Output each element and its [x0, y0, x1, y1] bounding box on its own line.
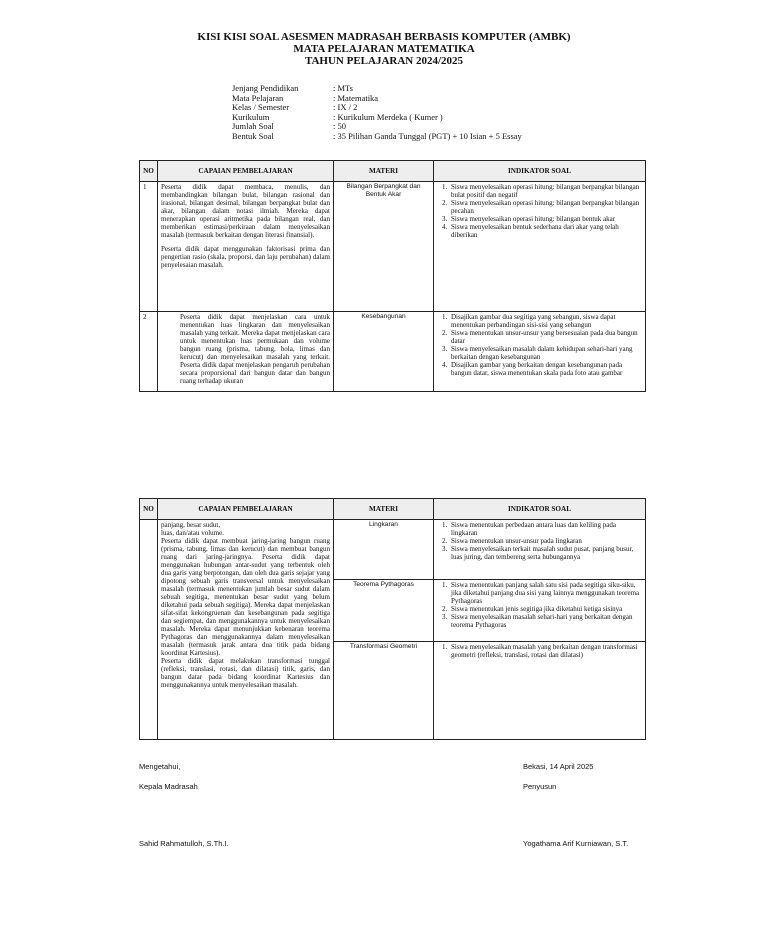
indikator-item: 1. Siswa menyelesaikan masalah yang berkaitan dengan transformasi geometri (refleksi, translasi, rotasi dan dilatasi): [449, 643, 642, 659]
table-row: [140, 182, 646, 312]
doc-title-line2: MATA PELAJARAN MATEMATIKA: [293, 43, 475, 55]
indikator-list: [437, 643, 642, 659]
indikator-item: 3. Siswa menyelesaikan terkait masalah sudut pusat, panjang busur, luas juring, dan tembereng serta hubungannya: [449, 545, 642, 561]
meta-row: [232, 132, 522, 142]
indikator-item: 2. Siswa menentukan unsur-unsur pada lingkaran: [449, 537, 642, 545]
indikator-item: 3. Siswa menyelesaikan masalah sehari-hari yang berkaitan dengan teorema Pythagoras: [449, 613, 642, 629]
header-no: NO: [140, 499, 158, 520]
indikator-item: 1. Siswa menentukan perbedaan antara luas dan keliling pada lingkaran: [449, 521, 642, 537]
capaian-cell: [158, 182, 334, 312]
materi-cell: Kesebangunan: [334, 312, 434, 392]
indikator-cell: [434, 520, 646, 580]
materi-cell: Transformasi Geometri: [334, 642, 434, 740]
meta-value: : 35 Pilihan Ganda Tunggal (PGT) + 10 Isian + 5 Essay: [333, 130, 522, 141]
signature-kepala-madrasah: Kepala Madrasah: [139, 782, 198, 791]
signature-left-name: Sahid Rahmatulloh, S.Th.I.: [139, 839, 229, 848]
doc-title-line1: KISI KISI SOAL ASESMEN MADRASAH BERBASIS KOMPUTER (AMBK): [197, 31, 571, 43]
header-materi: MATERI: [334, 161, 434, 182]
doc-title-line3: TAHUN PELAJARAN 2024/2025: [304, 55, 464, 67]
indikator-cell: [434, 312, 646, 392]
indikator-cell: [434, 642, 646, 740]
header-materi: MATERI: [334, 499, 434, 520]
row-number: 1: [140, 182, 158, 312]
table-row: [140, 312, 646, 392]
kisi-kisi-table-page2: [139, 498, 646, 740]
meta-value: : IX / 2: [333, 102, 358, 113]
indikator-item: 2. Siswa menentukan jenis segitiga jika diketahui ketiga sisinya: [449, 605, 642, 613]
header-no: NO: [140, 161, 158, 182]
indikator-cell: [434, 182, 646, 312]
capaian-cell: panjang, besar sudut, luas, dan/atau volume. Peserta didik dapat membuat jaring-jaring bangun ruang (prisma, tabung, limas dan kerucut) dan membuat bangun ruang dari jaring-jaringnya. Peserta didik dapat menggunakan hubungan antar-sudut yang terbentuk oleh dua garis yang berpotongan, dan oleh dua garis sejajar yang dipotong sebuah garis transversal untuk menyelesaikan masalah (termasuk menentukan jumlah besar sudut dalam sebuah segitiga, menentukan besar sudut yang belum diketahui pada sebuah segitiga). Mereka dapat menjelaskan sifat-sifat kekongruenan dan kesebangunan pada segitiga dan segiempat, dan menggunakannya untuk menyelesaikan masalah. Mereka dapat menunjukkan kebenaran teorema Pythagoras dan menggunakannya dalam menyelesaikan masalah (termasuk jarak antara dua titik pada bidang koordinat Kartesius). Peserta didik dapat melakukan transformasi tunggal (refleksi, translasi, rotasi, dan dilatasi) titik, garis, dan bangun datar pada bidang koordinat Kartesius dan menggunakannya untuk menyelesaikan masalah.: [158, 520, 334, 740]
materi-cell: Lingkaran: [334, 520, 434, 580]
table-header-row: [140, 161, 646, 182]
meta-label: Jenjang Pendidikan: [232, 83, 299, 93]
meta-block: [232, 84, 522, 142]
signature-penyusun: Penyusun: [523, 782, 557, 791]
kisi-kisi-table-page1: [139, 160, 646, 392]
meta-label: Bentuk Soal: [232, 130, 274, 141]
capaian-paragraph: Peserta didik dapat membaca, menulis, dan membandingkan bilangan bulat, bilangan rasional dan irasional, bilangan desimal, bilangan berpangkat bulat dan akar, bilangan dalam notasi ilmiah. Mereka dapat menerapkan operasi aritmetika pada bilangan real, dan memberikan estimasi/perkiraan dalam menyelesaikan masalah (termasuk berkaitan dengan literasi finansial).: [161, 183, 330, 239]
indikator-cell: [434, 580, 646, 642]
header-indikator: INDIKATOR SOAL: [434, 499, 646, 520]
signature-mengetahui: Mengetahui,: [139, 762, 181, 771]
header-indikator: INDIKATOR SOAL: [434, 161, 646, 182]
meta-label: Kurikulum: [232, 111, 270, 122]
indikator-item: 1. Siswa menyelesaikan operasi hitung: bilangan berpangkat bilangan bulat positif dan negatif: [449, 183, 642, 199]
signature-right-name: Yogathama Arif Kurniawan, S.T.: [523, 839, 629, 848]
capaian-paragraph: Peserta didik dapat menggunakan faktorisasi prima dan pengertian rasio (skala, proporsi, dan laju perubahan) dalam penyelesaian masalah.: [161, 245, 330, 269]
indikator-item: 4. Siswa menyelesaikan bentuk sederhana dari akar yang telah diberikan: [449, 223, 642, 239]
meta-value: : 50: [333, 121, 346, 132]
meta-value: : Kurikulum Merdeka ( Kumer ): [333, 111, 443, 122]
materi-cell: Bilangan Berpangkat dan Bentuk Akar: [334, 182, 434, 312]
row-number: [140, 520, 158, 740]
indikator-list: [437, 581, 642, 629]
meta-row: [232, 113, 522, 123]
indikator-list: [437, 521, 642, 561]
materi-cell: Teorema Pythagoras: [334, 580, 434, 642]
indikator-item: 1. Disajikan gambar dua segitiga yang sebangun, siswa dapat menentukan perbandingan sisi-sisi yang sebangun: [449, 313, 642, 329]
indikator-list: [437, 313, 642, 377]
table-header-row: [140, 499, 646, 520]
meta-value: : MTs: [333, 83, 353, 93]
table-row: [140, 520, 646, 580]
header-capaian: CAPAIAN PEMBELAJARAN: [158, 499, 334, 520]
indikator-item: 3. Siswa menyelesaikan masalah dalam kehidupan sehari-hari yang berkaitan dengan kesebangunan: [449, 345, 642, 361]
meta-label: Jumlah Soal: [232, 121, 274, 132]
capaian-cell: Peserta didik dapat menjelaskan cara untuk menentukan luas lingkaran dan menyelesaikan masalah yang terkait. Mereka dapat menjelaskan cara untuk menentukan luas permukaan dan volume bangun ruang (prisma, tabung, bola, limas dan kerucut) dan menyelesaikan masalah yang terkait. Peserta didik dapat menjelaskan pengaruh perubahan secara proporsional dari bangun datar dan bangun ruang terhadap ukuran: [158, 312, 334, 392]
indikator-item: 1. Siswa menentukan panjang salah satu sisi pada segitiga siku-siku, jika diketahui panjang dua sisi yang lainnya menggunakan teorema Pythagoras: [449, 581, 642, 605]
indikator-item: 2. Siswa menyelesaikan operasi hitung: bilangan berpangkat bilangan pecahan: [449, 199, 642, 215]
header-capaian: CAPAIAN PEMBELAJARAN: [158, 161, 334, 182]
signature-date: Bekasi, 14 April 2025: [523, 762, 594, 771]
meta-value: : Matematika: [333, 92, 379, 103]
meta-label: Kelas / Semester: [232, 102, 290, 113]
meta-label: Mata Pelajaran: [232, 92, 284, 103]
row-number: 2: [140, 312, 158, 392]
indikator-item: 4. Disajikan gambar yang berkaitan dengan kesebangunan pada bangun datar, siswa menentukan skala pada foto atau gambar: [449, 361, 642, 377]
indikator-item: 3. Siswa menyelesaikan operasi hitung: bilangan bentuk akar: [449, 215, 642, 223]
indikator-list: [437, 183, 642, 239]
indikator-item: 2. Siswa menentukan unsur-unsur yang bersesuaian pada dua bangun datar: [449, 329, 642, 345]
